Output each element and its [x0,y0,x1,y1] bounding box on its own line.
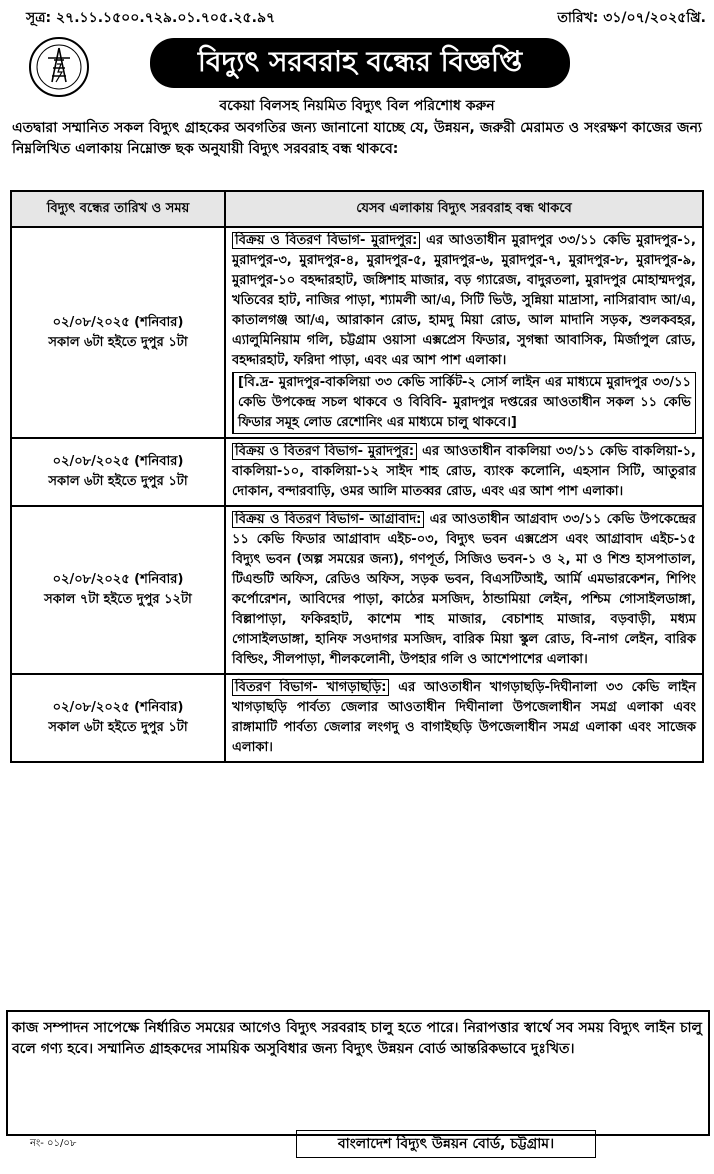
outage-datetime-cell [11,438,225,506]
table-header-row [11,191,703,227]
outage-date: ০২/০৮/২০২৫ (শনিবার) [52,454,184,469]
division-name: বিক্রয় ও বিতরণ বিভাগ- মুরাদপুর: [232,232,420,249]
outage-areas-cell [225,227,703,438]
outage-schedule-table [10,190,704,763]
outage-time: সকাল ৬টা হইতে দুপুর ১টা [48,334,188,350]
area-list: এর আওতাধীন আগ্রবাদ ৩৩/১১ কেভি উপকেন্দ্রের ১১ কেভি ফিডার আগ্রাবাদ এইচ-০৩, বিদ্যুৎ ভবন এক্সপ্রেস এবং আগ্রাবাদ এইচ-১৫ বিদ্যুৎ ভবন (অল্প সময়ের জন্য), গণপূর্ত, সিজিও ভবন-১ ও ২, মা ও শিশু হাসপাতাল, টিএন্ডটি অফিস, রেডিও অফিস, সড়ক ভবন, বিএসটিআই, আর্মি এমভারকেশন, শিপিং কর্পোরেশন, আবিদের পাড়া, কাঠের মসজিদ, ঠান্ডামিয়া লেইন, পশ্চিম গোসাইলডাঙ্গা, বিল্লাপাড়া, ফকিরহাট, কাশেম শাহ মাজার, বেচাশাহ মাজার, বড়বাড়ী, মধ্যম গোসাইলডাঙ্গা, হানিফ সওদাগর মসজিদ, বারিক মিয়া স্কুল রোড, বি-নাগ লেইন, বারিক বিল্ডিং, সীলপাড়া, শীলকলোনী, উপহার গলি ও আশেপাশের এলাকা। [232,512,697,667]
outage-time: সকাল ৬টা হইতে দুপুর ১টা [48,474,188,489]
division-name: বিক্রয় ও বিতরণ বিভাগ- আগ্রাবাদ: [232,511,424,528]
memo-reference: সূত্র: ২৭.১১.১৫০০.৭২৯.০১.৭০৫.২৫.৯৭ [26,10,276,26]
area-list: এর আওতাধীন মুরাদপুর ৩৩/১১ কেভি মুরাদপুর-১, মুরাদপুর-৩, মুরাদপুর-৪, মুরাদপুর-৫, মুরাদপুর-৬, মুরাদপুর-৭, মুরাদপুর-৮, মুরাদপুর-৯, মুরাদপুর-১০ বহদ্দারহাট, জঙ্গিশাহ মাজার, বড় গ্যারেজ, বাদুরতলা, মুরাদপুর মোহাম্মদপুর, খতিবের হাট, নাজির পাড়া, শ্যামলী আ/এ, সিটি ভিউ, সুন্নিয়া মাদ্রাসা, নাসিরাবাদ আ/এ, কাতালগঞ্জ আ/এ, আরাকান রোড, হামদু মিয়া রোড, আল মাদানি সড়ক, শুলকবহর, এ্যালুমিনিয়াম গলি, চট্টগ্রাম ওয়াসা এক্সপ্রেস ফিডার, সুগন্ধা আবাসিক, মির্জাপুল রোড, বহদ্দারহাট, ফরিদা পাড়া, এবং এর আশ পাশ এলাকা। [232,233,696,368]
outage-datetime-cell [11,674,225,762]
area-list: এর আওতাধীন খাগড়াছড়ি-দিঘীনালা ৩৩ কেভি লাইন খাগড়াছড়ি পার্বত্য জেলার আওতাধীন দিঘীনালা উপজেলাধীন সমগ্র এলাকা এবং রাঙ্গামাটি পার্বত্য জেলার লংগদু ও বাগাইছড়ি উপজেলাধীন সমগ্র এলাকা এবং সাজেক এলাকা। [232,680,696,755]
outage-datetime-cell [11,506,225,674]
outage-areas-cell [225,438,703,506]
column-header-areas: যেসব এলাকায় বিদ্যুৎ সরবরাহ বন্ধ থাকবে [225,191,703,227]
outage-areas-cell [225,674,703,762]
footer-ref-number: নং- ০১/০৮ [30,1138,77,1149]
table-row [11,506,703,674]
division-name: বিতরণ বিভাগ- খাগড়াছড়ি: [232,679,389,696]
outage-date: ০২/০৮/২০২৫ (শনিবার) [52,314,184,330]
outage-datetime-cell [11,227,225,438]
footer-text: কাজ সম্পাদন সাপেক্ষে নির্ধারিত সময়ের আগেও বিদ্যুৎ সরবরাহ চালু হতে পারে। নিরাপত্তার স্বার্থে সব সময় বিদ্যুৎ লাইন চালু বলে গণ্য হবে। সম্মানিত গ্রাহকদের সাময়িক অসুবিধার জন্য বিদ্যুৎ উন্নয়ন বোর্ড আন্তরিকভাবে দুঃখিত। [12,1020,702,1057]
outage-areas-cell [225,506,703,674]
table-row [11,227,703,438]
special-note: [বি.দ্র- মুরাদপুর-বাকলিয়া ৩৩ কেভি সার্কিট-২ সোর্স লাইন এর মাধ্যমে মুরাদপুর ৩৩/১১ কেভি উপকেন্দ্র সচল থাকবে ও বিবিবি- মুরাদপুর দপ্তরের আওতাধীন সকল ১১ কেভি ফিডার সমূহ লোড রেশোনিং এর মাধ্যমে চালু থাকবে।] [232,372,696,434]
notice-title: বিদ্যুৎ সরবরাহ বন্ধের বিজ্ঞপ্তি [150,38,570,88]
table-row [11,674,703,762]
area-list: এর আওতাধীন বাকলিয়া ৩৩/১১ কেভি বাকলিয়া-১, বাকলিয়া-১০, বাকলিয়া-১২ সাইদ শাহ রোড, ব্যাংক কলোনি, এহসান সিটি, আতুরার দোকান, বন্দারবাড়ি, ওমর আলি মাতব্বর রোড, এবং এর আশ পাশ এলাকা। [232,444,696,499]
intro-paragraph: এতদ্বারা সম্মানিত সকল বিদ্যুৎ গ্রাহকের অবগতির জন্য জানানো যাচ্ছে যে, উন্নয়ন, জরুরী মেরামত ও সংরক্ষণ কাজের জন্য নিম্নলিখিত এলাকায় নিম্নোক্ত ছক অনুযায়ী বিদ্যুৎ সরবরাহ বন্ধ থাকবে: [12,120,702,157]
column-header-datetime: বিদ্যুৎ বন্ধের তারিখ ও সময় [11,191,225,227]
division-name: বিক্রয় ও বিতরণ বিভাগ- মুরাদপুর: [232,443,417,460]
notice-date: তারিখ: ৩১/০৭/২০২৫খ্রি. [557,10,706,26]
outage-date: ০২/০৮/২০২৫ (শনিবার) [52,572,184,587]
outage-time: সকাল ৭টা হইতে দুপুর ১২টা [44,592,192,607]
table-row [11,438,703,506]
notice-subtitle: বকেয়া বিলসহ নিয়মিত বিদ্যুৎ বিল পরিশোধ করুন [219,98,495,114]
outage-time: সকাল ৬টা হইতে দুপুর ১টা [48,720,188,735]
issuer-signature: বাংলাদেশ বিদ্যুৎ উন্নয়ন বোর্ড, চট্টগ্রাম। [296,1130,596,1158]
bpdb-logo-icon [28,36,90,98]
outage-date: ০২/০৮/২০২৫ (শনিবার) [52,700,184,715]
